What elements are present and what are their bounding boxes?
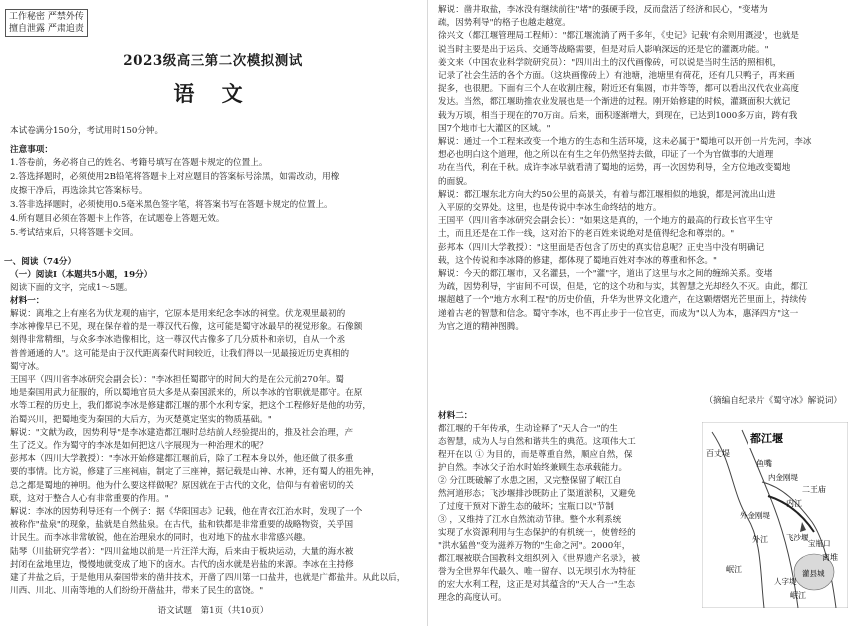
stamp-line-1: 工作秘密 严禁外传 <box>9 12 84 22</box>
material-one-label: 材料一： <box>10 296 45 306</box>
text-line: 说当时主要是出于运兵、交通等战略需要，但是对后人影响深远的还是它的灌溉功能。" <box>438 44 769 55</box>
text-line: 地是秦国用武力征服的，所以蜀地官员大多是从秦国派来的，所以李冰的官职就是郡守。在原 <box>10 388 363 399</box>
text-line: 递着古老的智慧和信念。蜀守李冰，也不再止步于一位官吏，而成为"以人为本，惠泽四方"这一 <box>438 308 799 319</box>
confidential-stamp <box>5 9 88 37</box>
text-line: "洪水猛兽"变为滋养万物的"生命之河"。2000年， <box>438 541 631 551</box>
map-label: 岷江 <box>726 565 742 574</box>
map-label: 飞沙堰 <box>786 533 809 542</box>
text-line: 李冰神像早已不见，现在保存着的是一尊汉代石像，这可能是蜀守冰最早的视觉形象。石像额 <box>10 322 363 333</box>
text-line: 彭邦本（四川大学教授）："李冰开始修建都江堰前后，除了工程本身以外，他还做了很多重 <box>10 454 354 465</box>
subject-title: 语 文 <box>173 81 253 106</box>
text-line: 解说：凿井取盐，李冰没有继续前往"堵"的强硬手段，反而盘活了经济和民心，"变堵为 <box>438 5 768 15</box>
notes-heading: 注意事项： <box>10 145 53 155</box>
text-line: 理念的高度认可。 <box>438 593 507 603</box>
text-line: 解说："文献为政，因势利导"是李冰建造都江堰时总结前人经验提出的，推及社会治理，产 <box>10 427 354 438</box>
material-two-label: 材料二： <box>438 411 473 421</box>
map-label: 内江 <box>786 499 802 508</box>
note-item: 皮擦干净后，再选涂其它答案标号。 <box>10 186 148 196</box>
text-line: 了过度干预对下游生态的破坏；宝瓶口以"节制 <box>438 502 614 512</box>
text-line: 誉为全世界年代最久、唯一留存、以无坝引水为特征 <box>438 567 636 577</box>
text-line: 刻得非常精细，与众多李冰造像相比，这一尊汉代古像多了几分质朴和亲切，自从一个丞 <box>10 335 346 346</box>
text-line: ② 分江既破解了水患之困，又完整保留了岷江自 <box>438 476 622 486</box>
text-line: 为疏，因势利导，宇宙间不可误，但是，它的这个功和与实，其智慧之光却经久不灭。由此，都江 <box>438 282 808 293</box>
page-footer: 语文试题 第1页（共10页） <box>157 606 269 616</box>
section-direction: 阅读下面的文字，完成1～5题。 <box>10 283 133 293</box>
text-line: 解说：李冰的因势利导还有一个例子：据《华阳国志》记载，他在青衣江治水时，发现了一个 <box>10 507 363 517</box>
stamp-line-2: 擅自泄露 严肃追责 <box>9 24 84 34</box>
text-line: 姜文来（中国农业科学院研究员）："四川出土的汉代画像砖，可以说是当时生活的照相机， <box>438 57 782 68</box>
note-item: 1.答卷前，务必将自己的姓名、考籍号填写在答题卡规定的位置上。 <box>10 158 268 168</box>
text-line: 载，这个传说和李冰降的修建，都体现了蜀地百姓对李冰的尊重和怀念。" <box>438 255 717 266</box>
section-heading: 一、阅读（74分） <box>4 257 77 267</box>
map-label: 岷江 <box>790 591 806 600</box>
text-line: 陆琴（川盐研究学者）："四川盆地以前是一片汪洋大海，后来由于板块运动，大量的海水被 <box>10 546 354 557</box>
map-label: 外金刚堤 <box>740 511 770 520</box>
text-line: 生了泛义。作为蜀守的李冰是如何把这八字展现为一种治理术的呢？ <box>10 441 268 451</box>
map-label: 宝瓶口 <box>808 539 831 548</box>
source-note: （摘编自纪录片《蜀守冰》解说词） <box>704 396 842 406</box>
map-label: 外江 <box>752 535 768 544</box>
text-line: 为官之道的精神图腾。 <box>438 321 524 332</box>
map-label: 鱼嘴 <box>756 459 772 468</box>
text-line: 记录了社会生活的各个方面。（这块画像砖上）有池塘，池塘里有荷花，还有几只鸭子，再来画 <box>438 71 795 81</box>
text-line: 然河道形态；飞沙堰排沙既防止了渠道淤积，又避免 <box>438 489 636 499</box>
text-line: 想必也明白这个道理，他之所以在有生之年仍然坚持去做，印证了一个为官做事的大道理 <box>438 150 774 161</box>
text-line: 王国平（四川省李冰研究会副会长）："李冰担任蜀郡守的时间大约是在公元前270年。蜀 <box>10 375 345 385</box>
exam-title: 2023级高三第二次模拟测试 <box>123 53 303 69</box>
note-item: 3.答非选择题时，必须使用0.5毫米黑色签字笔，将答案书写在答题卡规定的位置上。 <box>10 200 333 210</box>
dujiangyan-logo <box>748 426 790 448</box>
text-line: 实现了水资源利用与生态保护的有机统一，使曾经的 <box>438 528 636 538</box>
text-line: 土，而且还是在工作一线，这对治下的老百姓来说绝对是值得纪念和尊崇的。" <box>438 229 735 240</box>
map-label: 内金刚堤 <box>768 473 798 482</box>
text-line: 计民生。而李冰非常敏锐，他在治理泉水的同时，也对地下的盐水非常感兴趣。 <box>10 533 311 544</box>
map-label: 人字堤 <box>774 577 797 586</box>
dujiangyan-map <box>702 422 848 608</box>
text-line: 建了井盐之后，于是他用从秦国带来的凿井技术，开凿了四川第一口盐井，也就是广都盐井。从此以后， <box>10 573 406 583</box>
text-line: 封闭在盆地里边，慢慢地就变成了地下的卤水。古代的卤水就是岩盐的来源。李冰在主持修 <box>10 559 354 570</box>
note-item: 4.所有题目必须在答题卡上作答，在试题卷上答题无效。 <box>10 214 225 224</box>
text-line: 蜀守冰。 <box>10 361 45 372</box>
text-line: 解说：离堆之上有座名为伏龙观的庙宇，它原本是用来纪念李冰的祠堂。伏龙观里最初的 <box>10 309 346 319</box>
text-line: 态智慧，成为人与自然和谐共生的典范。这项伟大工 <box>438 437 636 447</box>
text-line: 疏，因势利导"的格子也越走越宽。 <box>438 18 571 29</box>
text-line: 国7个地市七大灌区的区域。" <box>438 123 551 134</box>
text-line: 水等工程的历史上，我们都说李冰是修建都江堰的那个水利专家，把这个工程修好是他的功劳， <box>10 401 371 412</box>
text-line: 堰超越了一个"地方水利工程"的历史价值，升华为世界文化遗产，在这颗熠熠光芒里面上，持续传 <box>438 295 807 306</box>
map-label: 离堆 <box>822 553 838 562</box>
text-line: 程开在以 ① 为目的，而是尊重自然，顺应自然，保 <box>438 450 633 460</box>
text-line: ③ ，又维持了江水自然流动节律。整个水利系统 <box>438 515 622 525</box>
text-line: 总之都是蜀地的神明。他为什么要这样做呢？原因就在于古代的文化，信仰与有着密切的关 <box>10 480 354 491</box>
text-line: 治蜀兴川，把蜀地变为秦国的大后方，为灭楚奠定坚实的物质基础。" <box>10 414 272 425</box>
text-line: 川西、川北、川南等地的人们纷纷开凿盐井，带来了民生的富饶。" <box>10 586 264 597</box>
text-line: 普普通通的人"。这可能是由于汉代距离秦代时间较近，让我们得以一见最接近历史真相的 <box>10 348 350 359</box>
text-line: 护自然。李冰父子治水时始终兼顾生态承载能力。 <box>438 463 628 473</box>
text-line: 入平原的交界处。这里，也是传说中李冰生命终结的地方。 <box>438 203 662 213</box>
text-line: 都江堰的千年传承，生动诠释了"天人合一"的生 <box>438 424 618 434</box>
map-label: 二王庙 <box>802 485 826 494</box>
map-label: 灌县城 <box>802 569 825 578</box>
text-line: 发达。当然，都江堰助推农业发展也是一个渐进的过程。刚开始修建的时候，灌溉面积大就记 <box>438 97 791 108</box>
text-line: 功在当代，利在千秋。成许李冰早就看清了蜀地的运势，再一次因势利导，全方位地改变蜀地 <box>438 163 791 174</box>
map-label: 百丈堤 <box>706 449 730 458</box>
intro-text: 本试卷满分150分，考试用时150分钟。 <box>10 126 164 136</box>
text-line: 的面貌。 <box>438 176 473 187</box>
text-line: 徐兴文（都江堰管理局工程师）："都江堰流淌了两千多年，《史记》记载'有余则用溉浸'，也就是 <box>438 31 800 42</box>
text-line: 解说：今天的都江堰市，又名灌县，一个"灌"字，道出了这里与水之间的缠绵关系。变堵 <box>438 269 773 279</box>
text-line: 解说：通过一个工程来改变一个地方的生态和生活环境，这未必属于"蜀地可以开创一片先河，李冰 <box>438 137 812 147</box>
text-line: 要的事情。比方说，修建了三座祠庙，制定了三座神，据记载是山神、水神，还有蜀人的祖先神， <box>10 467 380 478</box>
subsection-heading: （一）阅读Ⅰ（本题共5小题，19分） <box>10 270 153 280</box>
column-divider <box>427 0 428 626</box>
text-line: 都江堰被联合国教科文组织列入《世界遗产名录》，被 <box>438 554 640 564</box>
text-line: 载为万顷，相当于现在的70万亩。后来，面积逐渐增大，到现在，已达到1000多万亩，跨有我 <box>438 110 798 121</box>
note-item: 5.考试结束后，只将答题卡交回。 <box>10 228 139 238</box>
text-line: 解说：都江堰东北方向大约50公里的高景关，有着与都江堰相似的地貌，都是河流出山进 <box>438 189 776 200</box>
text-line: 捉多，也很肥。下面有三个人在收割庄稼，附近还有集圆，市井等等，都可以看出汉代农业高度 <box>438 84 799 95</box>
logo-text: 都江堰 <box>750 432 783 445</box>
text-line: 彭邦本（四川大学教授）："这里面是否包含了历史的真实信息呢？正史当中没有明确记 <box>438 242 765 253</box>
text-line: 被称作"盐泉"的现象，盐就是自然盐泉。在古代，盐和铁都是非常重要的战略物资，关乎国 <box>10 520 354 531</box>
note-item: 2.答选择题时，必须使用2B铅笔将答题卡上对应题目的答案标号涂黑，如需改动，用橡 <box>10 172 340 182</box>
text-line: 王国平（四川省李冰研究会副会长）："如果这是真的，一个地方的最高的行政长官平生守 <box>438 216 773 227</box>
text-line: 的宏大水利工程，这正是对其蕴含的"天人合一"生态 <box>438 580 635 590</box>
text-line: 联，这对于整合人心有非常重要的作用。" <box>10 493 169 504</box>
